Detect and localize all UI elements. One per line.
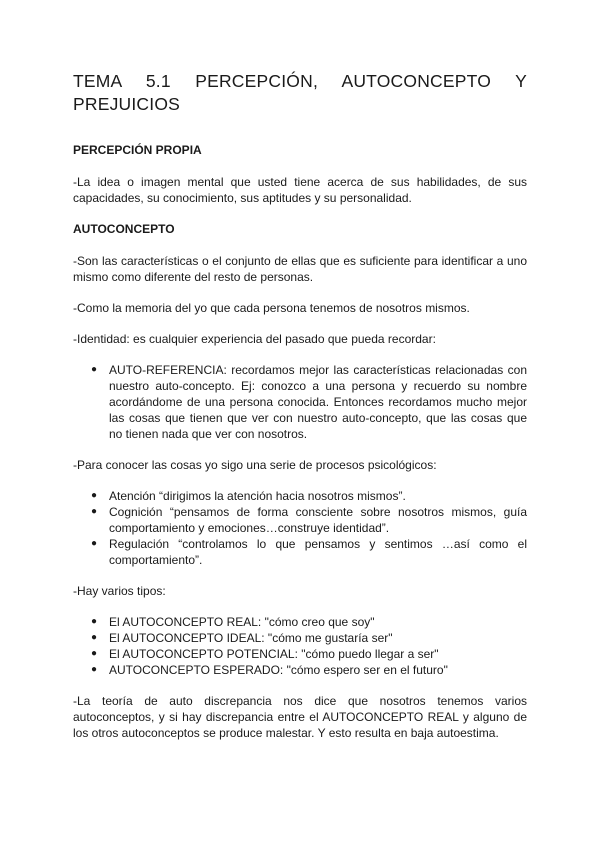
bullet-list-identidad	[73, 362, 527, 442]
list-item-text: Regulación “controlamos lo que pensamos y sentimos …así como el comportamiento”.	[109, 537, 527, 567]
list-item-text: AUTO-REFERENCIA: recordamos mejor las características relacionadas con nuestro auto-concepto. Ej: conozco a una persona y recuerdo su nombre acordándome de una persona conocida. Entonces recordamos mucho mejor las cosas que tienen que ver con nuestro auto-concepto, que las cosas que no tienen nada que ver con nosotros.	[109, 363, 527, 441]
list-item-text: El AUTOCONCEPTO IDEAL: "cómo me gustaría ser"	[109, 631, 393, 645]
bullet-icon: ●	[91, 538, 98, 549]
paragraph: -Como la memoria del yo que cada persona tenemos de nosotros mismos.	[73, 301, 470, 315]
page-title: TEMA 5.1 PERCEPCIÓN, AUTOCONCEPTO Y PREJUICIOS	[73, 71, 527, 114]
list-item	[91, 488, 527, 504]
list-item	[91, 536, 527, 568]
paragraph: -La idea o imagen mental que usted tiene acerca de sus habilidades, de sus capacidades, su conocimiento, sus aptitudes y su personalidad.	[73, 175, 527, 205]
bullet-icon: ●	[91, 664, 98, 675]
list-item	[91, 614, 527, 630]
list-item-text: Cognición “pensamos de forma consciente sobre nosotros mismos, guía comportamiento y emociones…construye identidad”.	[109, 505, 527, 535]
list-item	[91, 646, 527, 662]
list-item-text: El AUTOCONCEPTO POTENCIAL: "cómo puedo llegar a ser"	[109, 647, 439, 661]
list-item-text: AUTOCONCEPTO ESPERADO: "cómo espero ser en el futuro"	[109, 663, 448, 677]
paragraph: -La teoría de auto discrepancia nos dice que nosotros tenemos varios autoconceptos, y si hay discrepancia entre el AUTOCONCEPTO REAL y alguno de los otros autoconceptos se produce malestar. Y esto resulta en baja autoestima.	[73, 694, 527, 740]
bullet-icon: ●	[91, 648, 98, 659]
paragraph: -Son las características o el conjunto de ellas que es suficiente para identificar a uno mismo como diferente del resto de personas.	[73, 254, 527, 284]
section-heading-percepcion: PERCEPCIÓN PROPIA	[73, 143, 202, 157]
list-item	[91, 504, 527, 536]
bullet-icon: ●	[91, 632, 98, 643]
paragraph: -Hay varios tipos:	[73, 584, 166, 598]
list-item	[91, 630, 527, 646]
paragraph: -Identidad: es cualquier experiencia del pasado que pueda recordar:	[73, 332, 436, 346]
paragraph: -Para conocer las cosas yo sigo una serie de procesos psicológicos:	[73, 458, 437, 472]
list-item	[91, 362, 527, 442]
bullet-icon: ●	[91, 616, 98, 627]
list-item	[91, 662, 527, 678]
section-heading-autoconcepto: AUTOCONCEPTO	[73, 222, 175, 236]
bullet-icon: ●	[91, 490, 98, 501]
bullet-icon: ●	[91, 506, 98, 517]
bullet-list-tipos	[73, 614, 527, 678]
list-item-text: El AUTOCONCEPTO REAL: "cómo creo que soy"	[109, 615, 375, 629]
bullet-icon: ●	[91, 364, 98, 375]
list-item-text: Atención “dirigimos la atención hacia nosotros mismos”.	[109, 489, 406, 503]
bullet-list-procesos	[73, 488, 527, 568]
